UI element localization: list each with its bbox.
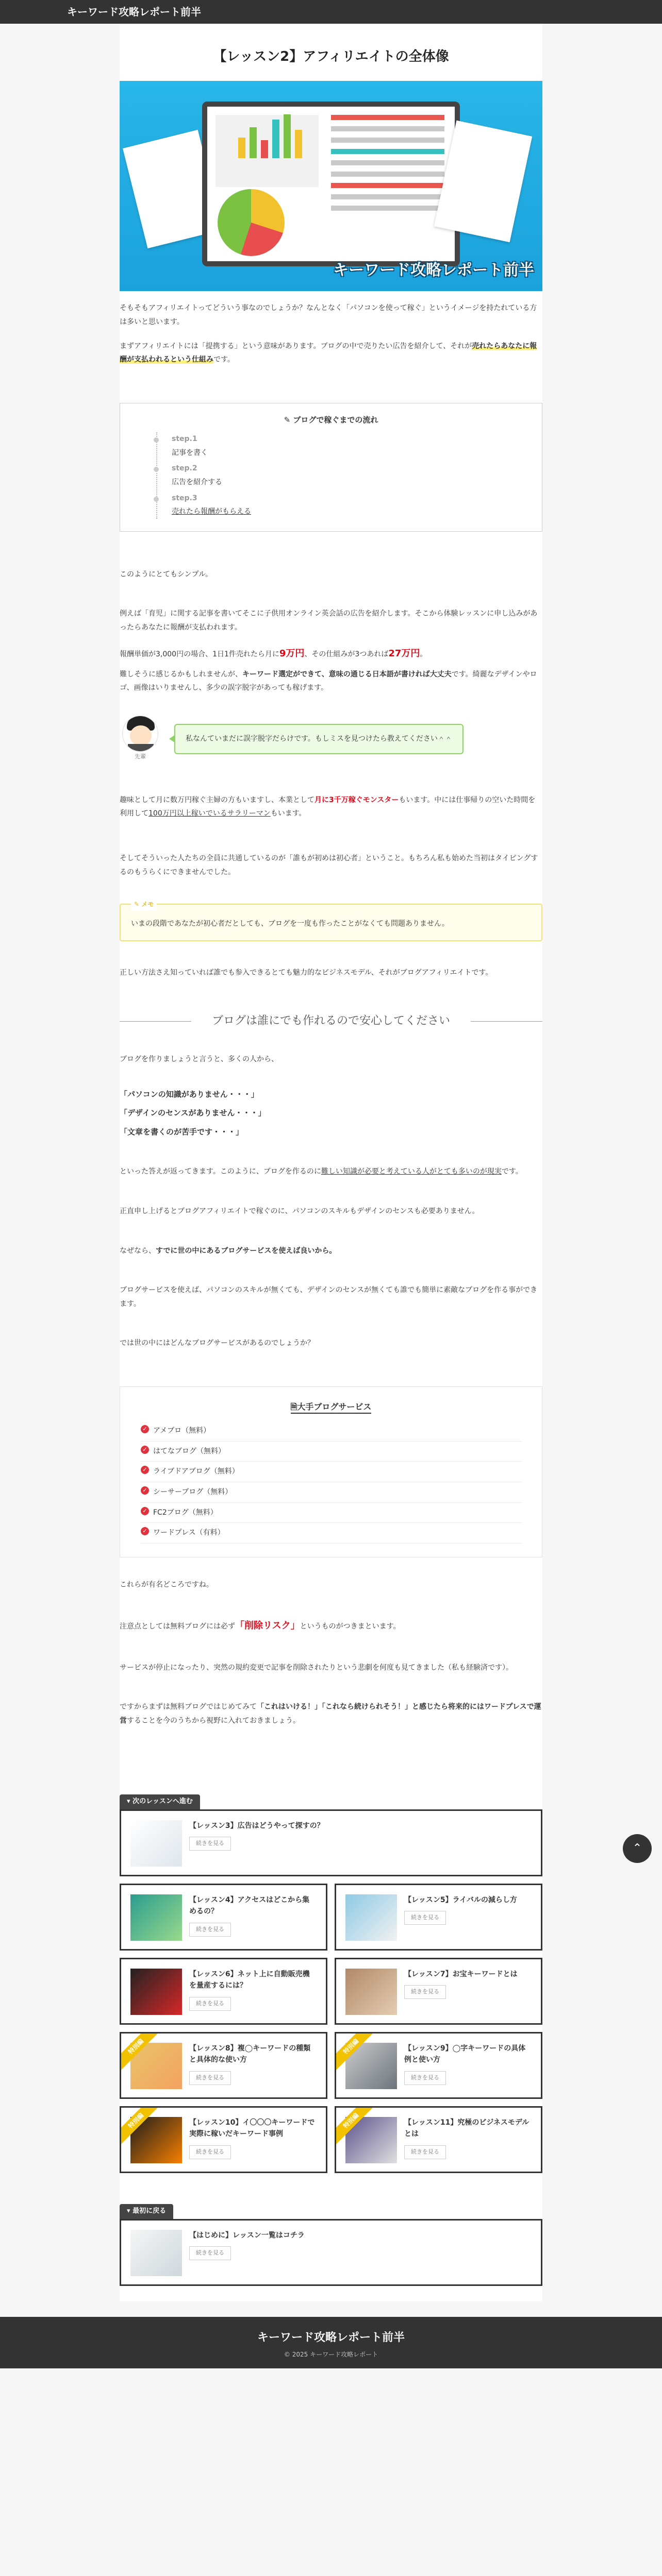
chevron-down-icon: ▾ [127, 2207, 133, 2215]
lesson-card[interactable] [120, 1958, 327, 2025]
blog-service-header: 🗎大手ブログサービス [141, 1399, 521, 1415]
thumbnail-image [130, 1894, 182, 1941]
back-label: ▾ 最初に戻る [120, 2204, 173, 2219]
read-more-button[interactable]: 続きを見る [404, 1985, 446, 1999]
site-header [0, 0, 662, 24]
thumbnail-image [130, 1820, 182, 1867]
paragraph: 報酬単価が3,000円の場合、1日1件売れたら月に9万円、その仕組みが3つあれば27万円。 [120, 648, 427, 659]
list-item: ✓ FC2ブログ（無料） [141, 1503, 521, 1523]
speech-text: 私なんていまだに誤字脱字だらけです。もしミスを見つけたら教えてください＾＾ [174, 724, 464, 754]
paragraph: といった答えが返ってきます。このように、ブログを作るのに難しい知識が必要と考えている人がとても多いのが現実です。 [120, 1167, 523, 1176]
paragraph: では世の中にはどんなブログサービスがあるのでしょうか？ [120, 1339, 315, 1348]
paragraph: そもそもアフィリエイトってどういう事なのでしょうか？なんとなく「パソコンを使って稼ぐ」というイメージを持たれている方は多いと思います。 [120, 304, 537, 326]
chevron-up-icon: ⌃ [632, 1842, 642, 1855]
pen-icon: ✎ [284, 415, 293, 425]
lesson-card-title[interactable]: 【レッスン3】広告はどうやって探すの？ [189, 1822, 324, 1831]
paragraph: そしてそういった人たちの全員に共通しているのが「誰もが初めは初心者」ということ。もちろん私も始めた当初はタイピングするのもうらくにできませんでした。 [120, 854, 538, 876]
read-more-button[interactable]: 続きを見る [189, 1923, 231, 1937]
document-icon: 🗎 [291, 1402, 297, 1414]
special-ribbon: 特別編 [335, 2106, 375, 2145]
scroll-to-top-button[interactable] [623, 1834, 652, 1863]
paragraph: 例えば「育児」に関する記事を書いてそこに子供用オンライン英会話の広告を紹介します。そこから体験レッスンに申し込みがあったらあなたに報酬が支払われます。 [120, 609, 538, 632]
step-label: step.1 [172, 432, 516, 446]
lesson-card-title[interactable]: 【レッスン5】ライバルの減らし方 [404, 1896, 517, 1905]
quote-line: 「パソコンの知識がありません・・・」 [120, 1089, 259, 1099]
blog-service-box [120, 1386, 542, 1557]
lesson-card[interactable] [335, 2032, 542, 2099]
paragraph: 正直申し上げるとブログアフィリエイトで稼ぐのに、パソコンのスキルもデザインのセンスも必要ありません。 [120, 1207, 479, 1215]
lesson-card-title[interactable]: 【レッスン6】ネット上に自動販売機を量産するには？ [189, 1970, 310, 1990]
page-title: 【レッスン2】アフィリエイトの全体像 [213, 49, 449, 64]
lesson-card-title[interactable]: 【レッスン4】アクセスはどこから集めるの？ [189, 1896, 310, 1916]
read-more-button[interactable]: 続きを見る [404, 1911, 446, 1925]
lesson-card-title[interactable]: 【レッスン10】イ〇〇〇キーワードで実際に稼いだキーワード事例 [189, 2119, 315, 2139]
pie-illustration [218, 189, 285, 256]
special-ribbon: 特別編 [120, 2106, 160, 2145]
paragraph: 注意点としては無料ブログには必ず「削除リスク」というものがつきまといます。 [120, 1620, 401, 1632]
memo-box [120, 901, 542, 941]
paragraph: サービスが停止になったり、突然の規約変更で記事を削除されたりという悲劇を何度も見てきました（私も経験済です）。 [120, 1663, 513, 1672]
step-box-header: ✎ ブログで稼ぐまでの流れ [284, 415, 378, 425]
step-label: step.2 [172, 462, 516, 476]
list-item: ✓ ライブドアブログ（無料） [141, 1462, 521, 1482]
footer-title[interactable]: キーワード攻略レポート前半 [257, 2331, 405, 2344]
paragraph: ブログサービスを使えば、パソコンのスキルが無くても、デザインのセンスが無くても誰でも簡単に素敵なブログを作る事ができます。 [120, 1286, 538, 1308]
memo-label: ✎ メモ [131, 899, 157, 910]
lesson-card[interactable] [335, 2106, 542, 2173]
read-more-button[interactable]: 続きを見る [189, 2246, 231, 2260]
read-more-button[interactable]: 続きを見る [189, 2145, 231, 2159]
step-value: 売れたら報酬がもらえる [172, 507, 251, 516]
lesson-card-title[interactable]: 【レッスン9】◯字キーワードの具体例と使い方 [404, 2044, 526, 2064]
lesson-card-title[interactable]: 【はじめに】レッスン一覧はコチラ [189, 2231, 305, 2240]
lesson-card[interactable] [335, 1958, 542, 2025]
avatar-name: 先輩 [135, 753, 146, 760]
lesson-card[interactable] [120, 2106, 327, 2173]
step-value: 記事を書く [172, 448, 208, 457]
pencil-icon: ✎ [134, 901, 142, 908]
read-more-button[interactable]: 続きを見る [189, 2071, 231, 2085]
section-title: ブログは誰にでも作れるので安心してください [212, 1014, 451, 1028]
thumbnail-image [345, 1894, 397, 1941]
paragraph: 趣味として月に数万円稼ぐ主婦の方もいますし、本業として月に3千万稼ぐモンスターもいます。中には仕事帰りの空いた時間を利用して100万円以上稼いでいるサラリーマンもいます。 [120, 795, 536, 818]
lesson-card-title[interactable]: 【レッスン11】究極のビジネスモデルとは [404, 2119, 529, 2139]
special-ribbon: 特別編 [335, 2032, 375, 2071]
thumbnail-image [130, 2230, 182, 2276]
lesson-card-title[interactable]: 【レッスン8】複◯キーワードの種類と具体的な使い方 [189, 2044, 311, 2064]
lesson-card-title[interactable]: 【レッスン7】お宝キーワードとは [404, 1970, 518, 1979]
paragraph: ですからまずは無料ブログではじめてみて「これはいける！」「これなら続けられそう！」と感じたら将来的にはワードプレスで運営することを今のうちから視野に入れておきましょう。 [120, 1703, 541, 1725]
next-lesson-label: ▾ 次のレッスンへ進む [120, 1794, 200, 1809]
read-more-button[interactable]: 続きを見る [404, 2145, 446, 2159]
lesson-card[interactable] [120, 1809, 542, 1876]
memo-text: いまの段階であなたが初心者だとしても、ブログを一度も作ったことがなくても問題ありません。 [131, 920, 449, 928]
special-ribbon: 特別編 [120, 2032, 160, 2071]
paragraph: このようにとてもシンプル。 [120, 570, 212, 579]
hero-banner-text: キーワード攻略レポート前半 [333, 261, 534, 280]
article-container [120, 24, 542, 2301]
list-item: ✓ はてなブログ（無料） [141, 1442, 521, 1462]
lesson-card[interactable] [120, 1884, 327, 1951]
copyright: © 2025 キーワード攻略レポート [284, 2350, 378, 2358]
quote-line: 「文章を書くのが苦手です・・・」 [120, 1127, 244, 1137]
site-footer [0, 2317, 662, 2368]
lesson-card[interactable] [120, 2219, 542, 2286]
site-title[interactable]: キーワード攻略レポート前半 [67, 6, 201, 18]
list-item: ✓ シーサーブログ（無料） [141, 1482, 521, 1503]
thumbnail-image [345, 1969, 397, 2015]
read-more-button[interactable]: 続きを見る [404, 2071, 446, 2085]
step-label: step.3 [172, 492, 516, 505]
read-more-button[interactable]: 続きを見る [189, 1997, 231, 2011]
section-heading [120, 1010, 542, 1032]
list-item: ✓ アメブロ（無料） [141, 1421, 521, 1442]
step-value: 広告を紹介する [172, 478, 222, 487]
quote-line: 「デザインのセンスがありません・・・」 [120, 1108, 266, 1118]
paragraph: なぜなら、すでに世の中にあるブログサービスを使えば良いから。 [120, 1246, 337, 1255]
lesson-card[interactable] [335, 1884, 542, 1951]
paragraph: これらが有名どころですね。 [120, 1580, 213, 1589]
chevron-down-icon: ▾ [127, 1798, 133, 1806]
avatar [120, 716, 161, 762]
read-more-button[interactable]: 続きを見る [189, 1837, 231, 1851]
list-item: ✓ ワードプレス（有料） [141, 1523, 521, 1544]
paragraph: ブログを作りましょうと言うと、多くの人から、 [120, 1055, 278, 1064]
paragraph: 正しい方法さえ知っていれば誰でも参入できるとても魅力的なビジネスモデル、それがブログアフィリエイトです。 [120, 968, 493, 977]
hero-image [120, 81, 542, 291]
bar-illustration [238, 112, 302, 158]
speech-balloon [120, 716, 542, 762]
paragraph: まずアフィリエイトには「提携する」という意味があります。ブログの中で売りたい広告を紹介して、それが売れたらあなたに報酬が支払われるという仕組みです。 [120, 342, 537, 364]
paragraph: 難しそうに感じるかもしれませんが、キーワード選定ができて、意味の通じる日本語が書ければ大丈夫です。綺麗なデザインやロゴ、画像はいりませんし、多少の誤字脱字があっても稼げます。 [120, 670, 537, 692]
step-box [120, 403, 542, 532]
thumbnail-image [130, 1969, 182, 2015]
lesson-card[interactable] [120, 2032, 327, 2099]
